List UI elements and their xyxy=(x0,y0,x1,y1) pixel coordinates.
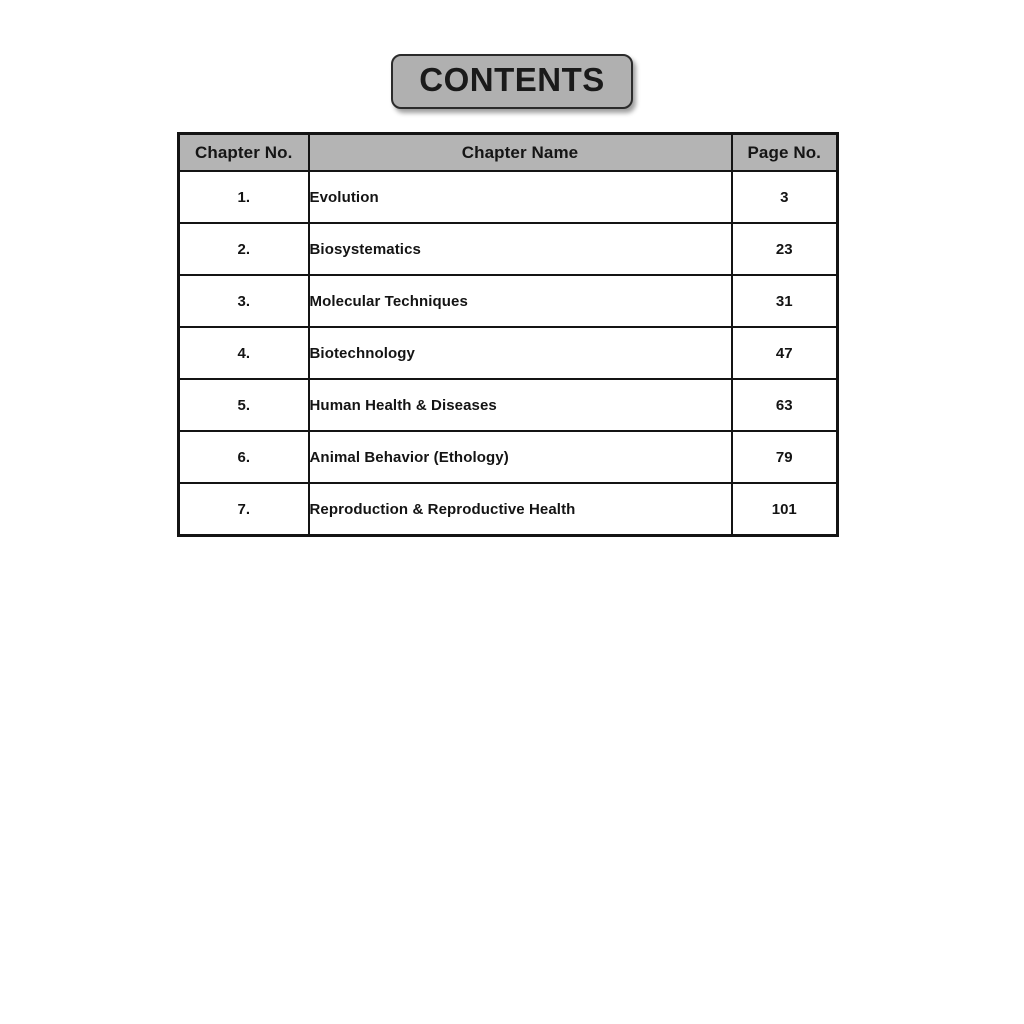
table-body xyxy=(179,171,838,536)
table-row xyxy=(179,483,838,536)
column-header-chapter-name: Chapter Name xyxy=(309,134,732,172)
cell-page-no: 47 xyxy=(732,327,838,379)
cell-chapter-no: 2. xyxy=(179,223,309,275)
column-header-chapter-no: Chapter No. xyxy=(179,134,309,172)
cell-chapter-no: 6. xyxy=(179,431,309,483)
table-row xyxy=(179,379,838,431)
cell-page-no: 101 xyxy=(732,483,838,536)
cell-chapter-name: Molecular Techniques xyxy=(309,275,732,327)
page-title-container xyxy=(0,54,1024,109)
cell-chapter-name: Evolution xyxy=(309,171,732,223)
cell-chapter-name: Biotechnology xyxy=(309,327,732,379)
cell-chapter-no: 7. xyxy=(179,483,309,536)
cell-chapter-no: 3. xyxy=(179,275,309,327)
table-of-contents xyxy=(177,132,839,537)
contents-title-badge xyxy=(391,54,633,109)
cell-chapter-name: Reproduction & Reproductive Health xyxy=(309,483,732,536)
cell-page-no: 63 xyxy=(732,379,838,431)
cell-page-no: 79 xyxy=(732,431,838,483)
cell-chapter-no: 5. xyxy=(179,379,309,431)
cell-chapter-no: 1. xyxy=(179,171,309,223)
table-row xyxy=(179,275,838,327)
cell-chapter-no: 4. xyxy=(179,327,309,379)
cell-chapter-name: Animal Behavior (Ethology) xyxy=(309,431,732,483)
table-row xyxy=(179,327,838,379)
table-row xyxy=(179,431,838,483)
table-header xyxy=(179,134,838,172)
cell-page-no: 23 xyxy=(732,223,838,275)
column-header-page-no: Page No. xyxy=(732,134,838,172)
table-row xyxy=(179,223,838,275)
cell-chapter-name: Biosystematics xyxy=(309,223,732,275)
page-title: CONTENTS xyxy=(419,61,605,98)
table-header-row xyxy=(179,134,838,172)
cell-page-no: 31 xyxy=(732,275,838,327)
table-row xyxy=(179,171,838,223)
cell-page-no: 3 xyxy=(732,171,838,223)
cell-chapter-name: Human Health & Diseases xyxy=(309,379,732,431)
